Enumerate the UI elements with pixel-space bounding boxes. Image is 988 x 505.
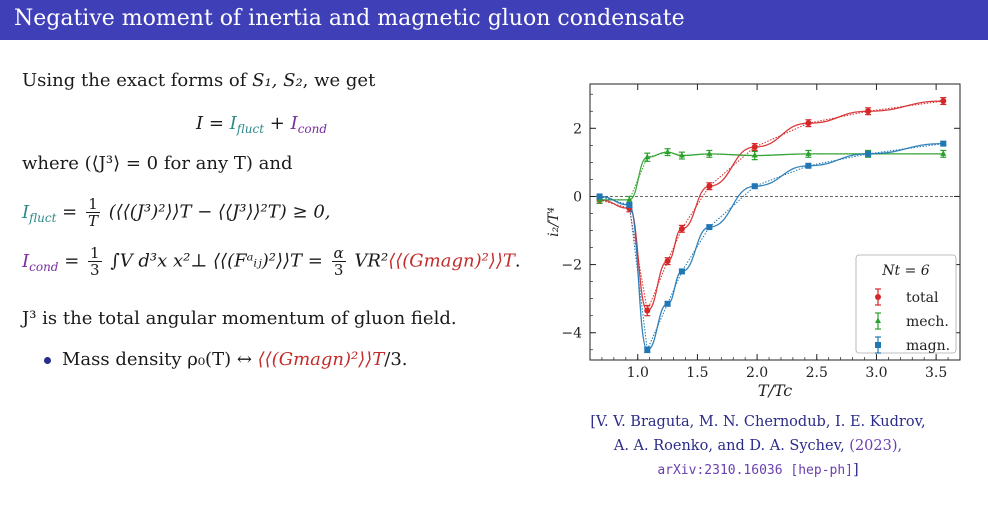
- main-eq-plus: +: [264, 113, 291, 134]
- icond-label: $I_{cond}$: [22, 250, 59, 274]
- citation-end: ]: [853, 462, 859, 478]
- icond-equation: $I_{cond}$ = $\frac{1}{3}$ ∫V d³x x²⊥ ⟨⟨(Fᵃᵢⱼ)²⟩⟩T = $\frac{\alpha}{3}$ VR²⟨⟨(Gmagn)²⟩⟩T.: [22, 244, 521, 279]
- data-point: [940, 98, 946, 104]
- main-equation: [196, 113, 327, 140]
- citation-line-3: [548, 459, 968, 482]
- x-tick-label: 3.5: [924, 365, 948, 381]
- series-line-mech: [600, 152, 944, 200]
- x-tick-label: 1.5: [686, 365, 709, 381]
- icond-alpha-fraction: $\frac{\alpha}{3}$: [333, 244, 344, 279]
- y-tick-label: 2: [573, 121, 582, 138]
- bullet-prefix: Mass density ρ₀(T) ↔: [62, 349, 258, 370]
- intro-math: S₁, S₂: [252, 70, 303, 91]
- data-point: [644, 308, 650, 314]
- series-curve-mech: [600, 152, 944, 200]
- ifluct-equation: $I_{fluct}$ = $\frac{1}{T}$ (⟨⟨(J³)²⟩⟩T − ⟨⟨J³⟩⟩²T) ≥ 0,: [22, 195, 331, 230]
- data-point: [665, 258, 671, 264]
- y-tick-label: −2: [561, 257, 582, 274]
- slide-title: Negative moment of inertia and magnetic gluon condensate: [14, 6, 685, 31]
- legend-marker: [875, 294, 881, 300]
- where-line: where (⟨J³⟩ = 0 for any T) and: [22, 153, 293, 174]
- data-point: [665, 149, 671, 155]
- data-point: [626, 202, 632, 208]
- intro-line: [22, 70, 375, 92]
- ifluct-rhs: (⟨⟨(J³)²⟩⟩T − ⟨⟨J³⟩⟩²T) ≥ 0,: [108, 201, 331, 223]
- data-point: [644, 347, 650, 353]
- data-point: [665, 301, 671, 307]
- data-point: [679, 268, 685, 274]
- x-tick-label: 2.5: [805, 365, 828, 381]
- data-point: [752, 144, 758, 150]
- data-point: [940, 150, 946, 156]
- x-tick-label: 2.0: [745, 365, 769, 381]
- data-point: [679, 226, 685, 232]
- legend-label: total: [906, 290, 939, 306]
- bullet-line: [62, 349, 408, 371]
- data-point: [865, 151, 871, 157]
- data-point: [865, 108, 871, 114]
- bullet-suffix: /3.: [384, 349, 408, 370]
- inertia-plot: [540, 70, 980, 410]
- data-point: [805, 150, 811, 156]
- y-tick-label: −4: [561, 325, 582, 342]
- data-point: [752, 152, 758, 158]
- x-tick-label: 3.0: [865, 365, 888, 381]
- bullet-magn-condensate: ⟨⟨(Gmagn)²⟩⟩T: [257, 349, 385, 370]
- x-tick-label: 1.0: [626, 365, 649, 381]
- icond-tail: VR²: [354, 250, 389, 272]
- data-point: [752, 183, 758, 189]
- title-bar: [0, 0, 988, 40]
- data-point: [805, 163, 811, 169]
- j3-line: J³ is the total angular momentum of gluon field.: [22, 308, 457, 329]
- intro-prefix: Using the exact forms of: [22, 70, 253, 91]
- data-point: [597, 193, 603, 199]
- y-axis-label: i₂/T⁴: [546, 207, 562, 237]
- legend-marker: [875, 342, 881, 348]
- ifluct-label: $I_{fluct}$: [22, 201, 57, 225]
- data-point: [805, 120, 811, 126]
- main-eq-lhs: I =: [196, 113, 230, 134]
- data-point: [706, 183, 712, 189]
- citation-line-1: [V. V. Braguta, M. N. Chernodub, I. E. Kudrov,: [590, 414, 926, 430]
- icond-magn-condensate: ⟨⟨(Gmagn)²⟩⟩T: [388, 250, 515, 272]
- data-point: [706, 224, 712, 230]
- intro-suffix: , we get: [302, 70, 376, 91]
- citation-line-2: [548, 435, 968, 457]
- citation-year: (2023),: [849, 438, 903, 454]
- citation-authors: A. A. Roenko, and D. A. Sychev,: [613, 438, 850, 454]
- icond-end: .: [514, 250, 521, 272]
- x-axis-label: T/Tc: [757, 381, 793, 400]
- legend-title: Nt = 6: [882, 263, 930, 279]
- legend-label: magn.: [906, 338, 951, 354]
- data-point: [706, 150, 712, 156]
- ifluct-fraction: $\frac{1}{T}$: [87, 195, 98, 230]
- y-tick-label: 0: [573, 189, 582, 206]
- legend-label: mech.: [906, 314, 949, 330]
- citation-arxiv-link[interactable]: arXiv:2310.16036 [hep-ph]: [657, 463, 853, 478]
- main-eq-fluct: $I_{fluct}$: [229, 113, 265, 136]
- plot-svg: [540, 70, 980, 410]
- data-point: [940, 141, 946, 147]
- main-eq-cond: $I_{cond}$: [290, 113, 328, 136]
- bullet-dot: [44, 357, 51, 364]
- icond-fraction: $\frac{1}{3}$: [90, 244, 100, 279]
- icond-integral: ∫V d³x x²⊥ ⟨⟨(Fᵃᵢⱼ)²⟩⟩T =: [110, 250, 329, 272]
